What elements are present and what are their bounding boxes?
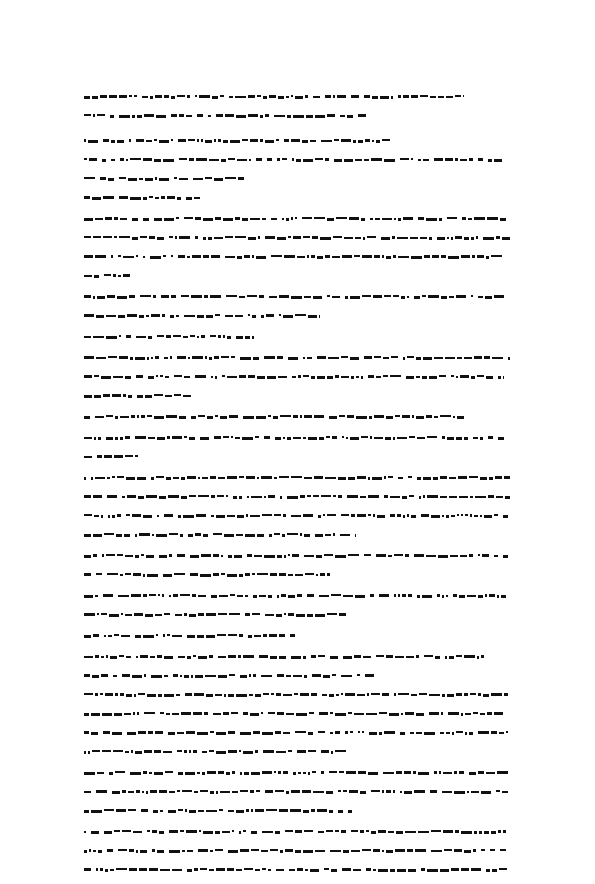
- text-line: [84, 233, 514, 244]
- text-line: [84, 671, 514, 682]
- text-line: [84, 473, 514, 484]
- text-line: [84, 174, 514, 185]
- text-line: [84, 747, 514, 758]
- text-line: [84, 591, 514, 602]
- text-line: [84, 214, 514, 225]
- text-line: [84, 252, 514, 263]
- text-line: [84, 709, 514, 720]
- text-line: [84, 492, 514, 503]
- text-line: [84, 728, 514, 739]
- text-line: [84, 136, 514, 147]
- text-line: [84, 332, 514, 343]
- text-line: [84, 353, 514, 364]
- text-line: [84, 652, 514, 663]
- text-line: [84, 511, 514, 522]
- text-line: [84, 787, 514, 798]
- text-line: [84, 690, 514, 701]
- text-line: [84, 412, 514, 423]
- text-line: [84, 806, 514, 817]
- text-line: [84, 292, 514, 303]
- text-line: [84, 452, 514, 463]
- text-line: [84, 846, 514, 857]
- text-line: [84, 827, 514, 838]
- text-line: [84, 433, 514, 444]
- text-line: [84, 193, 514, 204]
- text-line: [84, 768, 514, 779]
- text-line: [84, 530, 514, 541]
- text-line: [84, 391, 514, 402]
- text-line: [84, 111, 514, 122]
- text-line: [84, 551, 514, 562]
- text-line: [84, 372, 514, 383]
- text-line: [84, 311, 514, 322]
- text-line: [84, 570, 514, 581]
- text-line: [84, 865, 514, 876]
- document-body: [84, 92, 514, 884]
- text-line: [84, 610, 514, 621]
- text-line: [84, 92, 514, 103]
- text-line: [84, 631, 514, 642]
- text-line: [84, 155, 514, 166]
- text-line: [84, 271, 514, 282]
